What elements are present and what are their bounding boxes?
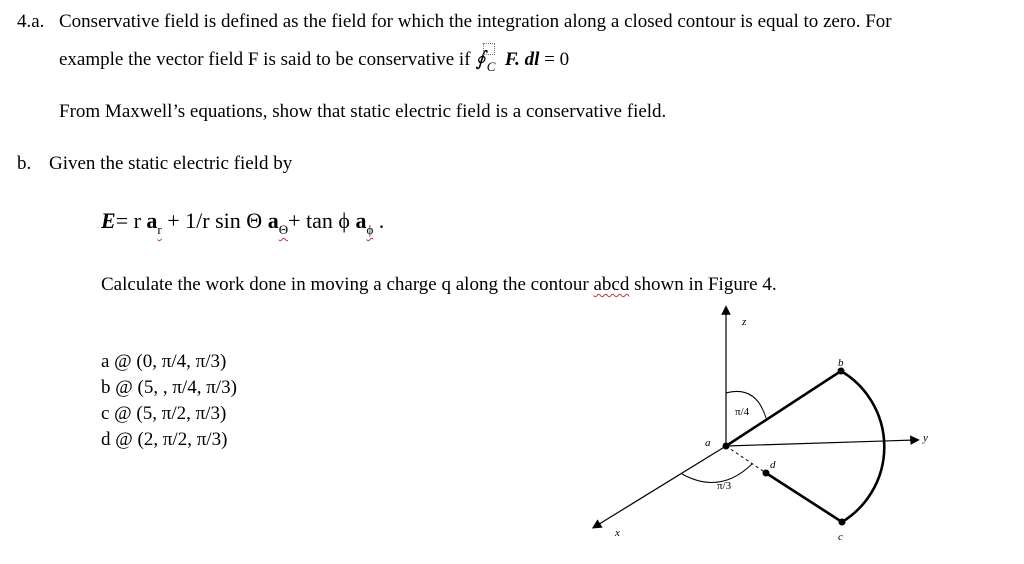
point-a-dot [723, 443, 730, 450]
task-prefix: Calculate the work done in moving a charge q along the contour [101, 274, 594, 295]
part-b-label: b. [17, 153, 32, 174]
integral-equals: = 0 [544, 49, 570, 70]
contour-cd [766, 473, 842, 522]
label-b: b [838, 357, 844, 369]
part-b-intro: Given the static electric field by [49, 153, 293, 174]
label-a: a [705, 437, 711, 449]
point-a: a @ (0, π/4, π/3) [101, 351, 227, 372]
definition-line-2 [59, 43, 569, 72]
definition-line-1: Conservative field is defined as the field for which the integration along a closed contour is equal to zero. For [59, 11, 892, 32]
closed-integral-icon: ∮ [475, 48, 486, 70]
task-contour: abcd [593, 274, 630, 295]
figure-4 [580, 300, 940, 550]
field-symbol-e: E [101, 208, 116, 233]
subscript-phi: ϕ [366, 222, 374, 237]
label-phi-angle: π/3 [717, 480, 732, 492]
label-y: y [923, 432, 928, 444]
subscript-r: r [157, 222, 162, 237]
subscript-theta: Θ [278, 222, 289, 237]
label-x: x [615, 527, 620, 539]
unit-vector-phi: a [355, 208, 367, 233]
field-end: . [373, 208, 385, 233]
y-axis [726, 440, 915, 446]
part-a-label: 4.a. [17, 11, 45, 32]
integral-subscript: C [486, 59, 496, 74]
field-term-3: + tan ϕ [288, 208, 356, 233]
electric-field-equation [101, 208, 385, 237]
unit-vector-theta: a [267, 208, 279, 233]
field-term-1: = r [115, 208, 147, 233]
label-theta-angle: π/4 [735, 406, 750, 418]
definition-line-2-text: example the vector field F is said to be conservative if [59, 49, 471, 70]
contour-bc-arc [841, 371, 884, 522]
point-b: b @ (5, , π/4, π/3) [101, 377, 237, 398]
unit-vector-r: a [146, 208, 158, 233]
equation-placeholder-box [483, 43, 495, 55]
integral-expression: F. dl [504, 49, 540, 70]
label-z: z [742, 316, 747, 328]
point-d-dot [763, 470, 770, 477]
field-term-2: + 1/r sin Θ [161, 208, 268, 233]
point-d: d @ (2, π/2, π/3) [101, 429, 228, 450]
x-axis [596, 446, 726, 526]
task-suffix: shown in Figure 4. [629, 274, 777, 295]
task-line [101, 273, 777, 297]
question-a: From Maxwell’s equations, show that static electric field is a conservative field. [59, 101, 667, 122]
point-c-dot [839, 519, 846, 526]
label-d: d [770, 459, 776, 471]
point-c: c @ (5, π/2, π/3) [101, 403, 227, 424]
label-c: c [838, 531, 843, 543]
